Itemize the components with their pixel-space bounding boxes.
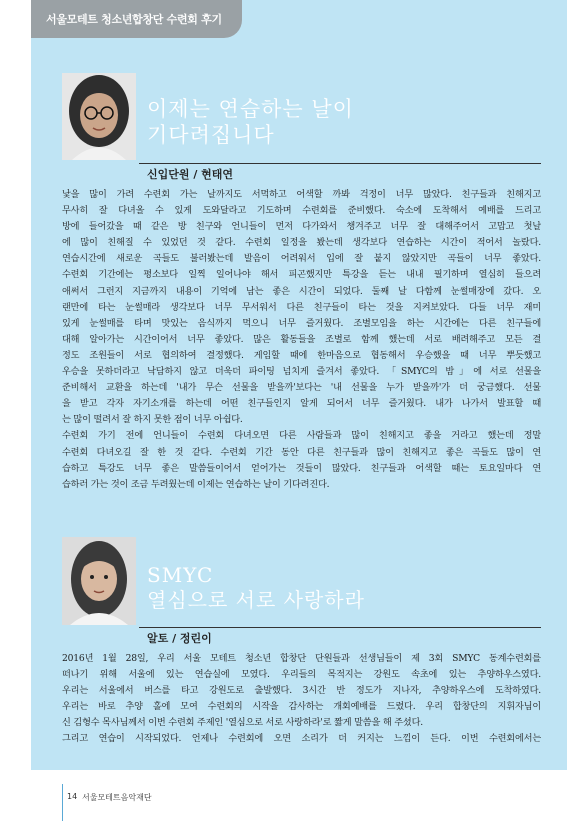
article-2-body [62, 651, 541, 748]
article-2-byline: 알토 / 정린이 [147, 632, 212, 645]
author-photo-1 [62, 73, 136, 160]
body-line: 수련회 가기 전에 언니들이 수련회 다녀오면 다른 사람들과 많이 친해지고 좋을 거라고 했는데 정말 [62, 430, 541, 442]
body-line: 정도 조원들이 서로 협의하여 결정했다. 게임할 때에 한마음으로 협동해서 우승했을 때 너무 뿌듯했고 [62, 349, 541, 361]
body-line: 무사히 잘 다녀올 수 있게 도와달라고 기도하며 수련회를 준비했다. 숙소에 도착해서 예배를 드리고 [62, 205, 541, 217]
page-number: 14 [67, 792, 78, 801]
article-1-body [62, 187, 541, 493]
body-line: 있게 눈썰매를 타며 맛있는 음식까지 먹으니 너무 즐거웠다. 조별모임을 하는 시간에는 다른 친구들에 [62, 317, 541, 329]
article-1-title-line-1: 이제는 연습하는 날이 [147, 97, 354, 121]
article-1-divider [139, 163, 541, 164]
body-line: 우승을 못하더라고 낙담하지 않고 더욱더 파이팅 넘치게 즐겨서 좋았다. 「SMYC의 밤」에 서로 선물을 [62, 366, 541, 378]
footer-organization: 서울모테트음악재단 [82, 793, 152, 802]
body-line: 그리고 연습이 시작되었다. 언제나 수련회에 오면 소리가 더 커지는 느낌이 든다. 이번 수련회에서는 [62, 733, 541, 745]
body-line: 준비해서 교환을 하는데 '내가 무슨 선물을 받을까'보다는 '내 선물을 누가 받을까'가 더 궁금했다. 선물 [62, 382, 541, 394]
body-line: 수련회 다녀오길 잘 한 것 같다. 수련회 기간 동안 다른 친구들과 많이 친해지고 좋은 곡들도 많이 연 [62, 446, 541, 458]
article-2-title-line-1: SMYC [147, 563, 214, 587]
body-line: 우리는 서울에서 버스를 타고 강원도로 출발했다. 3시간 반 정도가 지나자, 추양하우스에 도착하였다. [62, 685, 541, 697]
article-2-title [147, 563, 365, 613]
body-line: 습하고 특강도 너무 좋은 말씀들이어서 얻어가는 것들이 많았다. 친구들과 어색할 때는 토요일마다 연 [62, 462, 541, 474]
body-line: 방에 들어갔을 때 같은 방 친구와 언니들이 먼저 다가와서 챙겨주고 너무 잘 대해주어서 고맙고 첫날 [62, 221, 541, 233]
body-line: 는 많이 떨려서 잘 하지 못한 점이 너무 아쉽다. [62, 414, 243, 426]
author-photo-2 [62, 537, 136, 625]
section-header-title: 서울모테트 청소년합창단 수련회 후기 [46, 13, 222, 26]
article-2-title-line-2: 열심으로 서로 사랑하라 [147, 588, 365, 612]
body-line: 습하러 가는 것이 조금 두려웠는데 이제는 연습하는 날이 기다려진다. [62, 478, 330, 490]
body-line: 신 김형수 목사님께서 이번 수련회 주제인 '열심으로 서로 사랑하라'로 짧게 말씀을 해 주셨다. [62, 717, 423, 729]
body-line: 을 받고 각자 자기소개를 하는데 어떤 친구들인지 알게 되어서 너무 즐거웠다. 내가 나가서 발표할 때 [62, 398, 541, 410]
body-line: 수련회 기간에는 평소보다 일찍 일어나야 해서 피곤했지만 특강을 듣는 내내 필기하며 열심히 들으려 [62, 269, 541, 281]
article-1-byline: 신입단원 / 현태연 [147, 168, 234, 181]
article-1-title [147, 96, 354, 148]
body-line: 떠나기 위해 서울에 있는 연습실에 모였다. 우리들의 목적지는 강원도 속초에 있는 추양하우스였다. [62, 669, 541, 681]
body-line: 대해 알아가는 시간이어서 너무 좋았다. 많은 활동들을 조별로 함께 했는데 서로 배려해주고 모든 결 [62, 333, 541, 345]
article-1-title-line-2: 기다려집니다 [147, 123, 275, 147]
body-line: 우리는 바로 추양 홀에 모여 수련회의 시작을 감사하는 개회예배를 드렸다. 우리 합창단의 지휘자님이 [62, 701, 541, 713]
body-line: 2016년 1월 28일, 우리 서울 모테트 청소년 합창단 단원들과 선생님들이 제 3회 SMYC 동계수련회를 [62, 653, 541, 664]
body-line: 에 많이 친해질 수 있었던 것 같다. 수련회 일정을 봤는데 생각보다 연습하는 시간이 적어서 놀랐다. [62, 237, 541, 249]
body-line: 연습시간에 새로운 곡들도 불러봤는데 발음이 어려워서 입에 잘 붙지 않았지만 곡들이 너무 좋았다. [62, 253, 541, 265]
body-line: 애써서 그런지 지금까지 내용이 기억에 남는 좋은 시간이 되었다. 둘째 날 다함께 눈썰매장에 갔다. 오 [62, 285, 541, 297]
body-line: 랜만에 타는 눈썰매라 생각보다 너무 무서워서 다른 친구들이 타는 것을 지켜보았다. 다들 너무 재미 [62, 301, 541, 313]
body-line: 낯을 많이 가려 수련회 가는 날까지도 서먹하고 어색할 까봐 걱정이 너무 많았다. 친구들과 친해지고 [62, 189, 541, 200]
footer-accent-bar [62, 784, 63, 821]
article-2-divider [139, 627, 541, 628]
